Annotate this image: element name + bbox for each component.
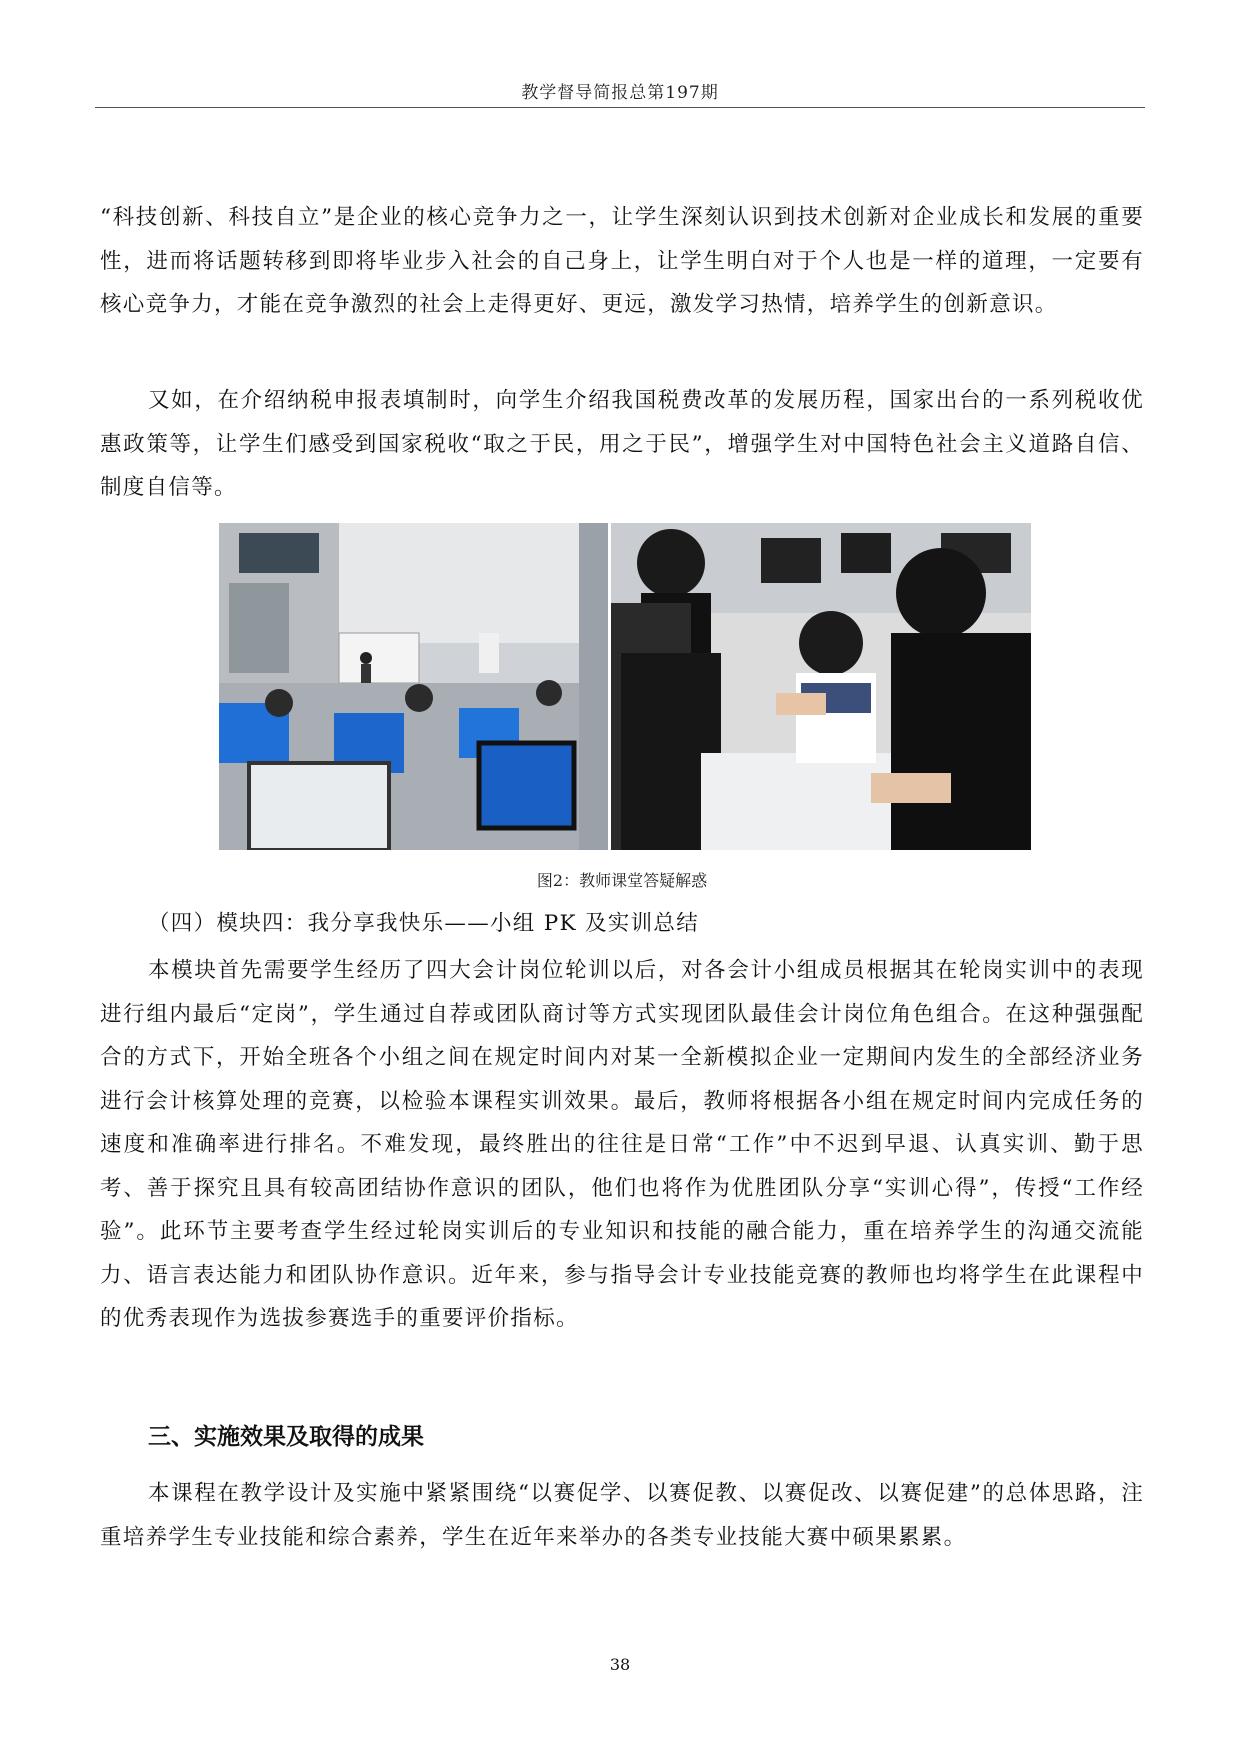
paragraph-tech-innovation: “科技创新、科技自立”是企业的核心竞争力之一，让学生深刻认识到技术创新对企业成长和发展的重要性，进而将话题转移到即将毕业步入社会的自己身上，让学生明白对于个人也是一样的道理，一定要有核心竞争力，才能在竞争激烈的社会上走得更好、更远，激发学习热情，培养学生的创新意识。 [100, 205, 1144, 317]
module-four-subheading: （四）模块四：我分享我快乐——小组 PK 及实训总结 [148, 911, 699, 936]
paragraph-tax-reform: 又如，在介绍纳税申报表填制时，向学生介绍我国税费改革的发展历程，国家出台的一系列税收优惠政策等，让学生们感受到国家税收“取之于民，用之于民”，增强学生对中国特色社会主义道路自信、制度自信等。 [100, 388, 1144, 500]
figure-caption: 图2：教师课堂答疑解惑 [536, 871, 708, 890]
section-heading: 三、实施效果及取得的成果 [148, 1424, 424, 1450]
page-number: 38 [609, 1655, 631, 1674]
header-rule [95, 107, 1145, 108]
page-header: 教学督导简报总第197期 [521, 83, 719, 103]
paragraph-module-four: 本模块首先需要学生经历了四大会计岗位轮训以后，对各会计小组成员根据其在轮岗实训中的表现进行组内最后“定岗”，学生通过自荐或团队商讨等方式实现团队最佳会计岗位角色组合。在这种强强配合的方式下，开始全班各个小组之间在规定时间内对某一全新模拟企业一定期间内发生的全部经济业务进行会计核算处理的竞赛，以检验本课程实训效果。最后，教师将根据各小组在规定时间内完成任务的速度和准确率进行排名。不难发现，最终胜出的往往是日常“工作”中不迟到早退、认真实训、勤于思考、善于探究且具有较高团结协作意识的团队，他们也将作为优胜团队分享“实训心得”，传授“工作经验”。此环节主要考查学生经过轮岗实训后的专业知识和技能的融合能力，重在培养学生的沟通交流能力、语言表达能力和团队协作意识。近年来，参与指导会计专业技能竞赛的教师也均将学生在此课程中的优秀表现作为选拔参赛选手的重要评价指标。 [100, 958, 1144, 1331]
paragraph-results: 本课程在教学设计及实施中紧紧围绕“以赛促学、以赛促教、以赛促改、以赛促建”的总体思路，注重培养学生专业技能和综合素养，学生在近年来举办的各类专业技能大赛中硕果累累。 [100, 1481, 1144, 1550]
classroom-photo [219, 523, 608, 850]
teacher-student-photo [611, 523, 1031, 850]
